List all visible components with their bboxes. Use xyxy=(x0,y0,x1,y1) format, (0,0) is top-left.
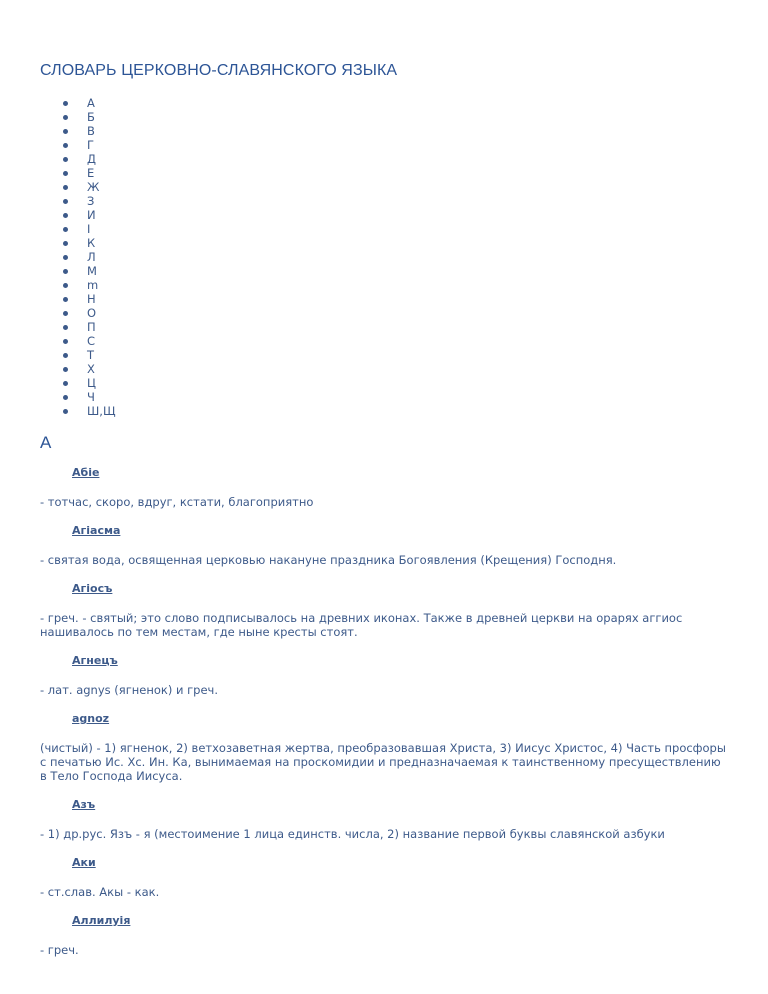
bullet-icon xyxy=(63,283,68,288)
entry xyxy=(40,914,728,957)
bullet-icon xyxy=(63,241,68,246)
bullet-icon xyxy=(63,101,68,106)
bullet-icon xyxy=(63,185,68,190)
bullet-icon xyxy=(63,339,68,344)
alphabet-item-label[interactable]: Л xyxy=(87,250,96,264)
entry xyxy=(40,524,728,567)
alphabet-item[interactable] xyxy=(40,236,728,250)
alphabet-item[interactable] xyxy=(40,138,728,152)
entry-term-link[interactable]: Азъ xyxy=(72,798,96,811)
alphabet-item-label[interactable]: Ш,Щ xyxy=(87,404,116,418)
section-letter: А xyxy=(40,433,52,452)
alphabet-item-label[interactable]: И xyxy=(87,208,96,222)
alphabet-item-label[interactable]: З xyxy=(87,194,95,208)
alphabet-item-label[interactable]: О xyxy=(87,306,97,320)
alphabet-item[interactable] xyxy=(40,390,728,404)
alphabet-item-label[interactable]: Г xyxy=(87,138,95,152)
alphabet-item-label[interactable]: М xyxy=(87,264,97,278)
entry-definition: - ст.слав. Акы - как. xyxy=(40,885,160,899)
alphabet-item[interactable] xyxy=(40,348,728,362)
alphabet-item-label[interactable]: Д xyxy=(87,152,96,166)
entry-definition: - тотчас, скоро, вдруг, кстати, благоприятно xyxy=(40,495,314,509)
entry-term-link[interactable]: Аки xyxy=(72,856,96,869)
alphabet-item-label[interactable]: I xyxy=(87,222,91,236)
alphabet-item-label[interactable]: Ц xyxy=(87,376,96,390)
bullet-icon xyxy=(63,157,68,162)
alphabet-list xyxy=(40,96,728,418)
alphabet-item[interactable] xyxy=(40,250,728,264)
entry-term-link[interactable]: Агнецъ xyxy=(72,654,118,667)
entry xyxy=(40,712,728,783)
entry-term-link[interactable]: Агіасма xyxy=(72,524,121,537)
alphabet-item[interactable] xyxy=(40,96,728,110)
entry xyxy=(40,466,728,509)
alphabet-item-label[interactable]: К xyxy=(87,236,96,250)
alphabet-item[interactable] xyxy=(40,222,728,236)
alphabet-item[interactable] xyxy=(40,194,728,208)
entry-term-link[interactable]: agnoz xyxy=(72,712,110,725)
alphabet-item-label[interactable]: А xyxy=(87,96,95,110)
bullet-icon xyxy=(63,409,68,414)
alphabet-item-label[interactable]: С xyxy=(87,334,96,348)
alphabet-item[interactable] xyxy=(40,124,728,138)
bullet-icon xyxy=(63,143,68,148)
bullet-icon xyxy=(63,353,68,358)
bullet-icon xyxy=(63,213,68,218)
alphabet-item[interactable] xyxy=(40,278,728,292)
alphabet-item-label[interactable]: Н xyxy=(87,292,96,306)
entry-term-link[interactable]: Агіосъ xyxy=(72,582,113,595)
bullet-icon xyxy=(63,199,68,204)
alphabet-item[interactable] xyxy=(40,152,728,166)
alphabet-item[interactable] xyxy=(40,264,728,278)
alphabet-item-label[interactable]: Е xyxy=(87,166,95,180)
alphabet-item[interactable] xyxy=(40,362,728,376)
alphabet-item[interactable] xyxy=(40,110,728,124)
entry xyxy=(40,582,728,639)
alphabet-item-label[interactable]: Т xyxy=(87,348,95,362)
alphabet-item-label[interactable]: Б xyxy=(87,110,95,124)
bullet-icon xyxy=(63,171,68,176)
bullet-icon xyxy=(63,395,68,400)
alphabet-item[interactable] xyxy=(40,292,728,306)
bullet-icon xyxy=(63,381,68,386)
bullet-icon xyxy=(63,115,68,120)
entry xyxy=(40,798,728,841)
alphabet-item[interactable] xyxy=(40,376,728,390)
alphabet-item-label[interactable]: В xyxy=(87,124,95,138)
entry-definition: - святая вода, освященная церковью накануне праздника Богоявления (Крещения) Господня. xyxy=(40,553,617,567)
bullet-icon xyxy=(63,297,68,302)
alphabet-item[interactable] xyxy=(40,166,728,180)
alphabet-item-label[interactable]: П xyxy=(87,320,96,334)
alphabet-item[interactable] xyxy=(40,320,728,334)
alphabet-item-label[interactable]: Х xyxy=(87,362,95,376)
alphabet-item[interactable] xyxy=(40,404,728,418)
entry-definition: - 1) др.рус. Язъ - я (местоимение 1 лица единств. числа, 2) название первой буквы славянской азбуки xyxy=(40,827,665,841)
bullet-icon xyxy=(63,227,68,232)
alphabet-item[interactable] xyxy=(40,306,728,320)
alphabet-item[interactable] xyxy=(40,334,728,348)
alphabet-item-label[interactable]: Ж xyxy=(87,180,100,194)
bullet-icon xyxy=(63,129,68,134)
entry-definition: - лат. agnys (ягненок) и греч. xyxy=(40,683,218,697)
entry-term-link[interactable]: Абіе xyxy=(72,466,100,479)
bullet-icon xyxy=(63,325,68,330)
entry-term-link[interactable]: Аллилуія xyxy=(72,914,131,927)
bullet-icon xyxy=(63,255,68,260)
alphabet-item[interactable] xyxy=(40,208,728,222)
entry xyxy=(40,856,728,899)
alphabet-item-label[interactable]: m xyxy=(87,278,99,292)
alphabet-item-label[interactable]: Ч xyxy=(87,390,95,404)
entry xyxy=(40,654,728,697)
bullet-icon xyxy=(63,269,68,274)
bullet-icon xyxy=(63,311,68,316)
bullet-icon xyxy=(63,367,68,372)
alphabet-item[interactable] xyxy=(40,180,728,194)
entry-definition: - греч. - святый; это слово подписывалось на древних иконах. Также в древней церкви на орарях аггиос нашивалось по тем местам, где ныне кресты стоят. xyxy=(40,611,683,639)
entry-definition: - греч. xyxy=(40,943,79,957)
entry-definition: (чистый) - 1) ягненок, 2) ветхозаветная жертва, преобразовавшая Христа, 3) Иисус Христос, 4) Часть просфоры с печатью Ис. Хс. Ин. Ка, вынимаемая на проскомидии и предназначаемая к таинственному пресуществлению в Тело Господа Иисуса. xyxy=(40,741,726,783)
page-title: СЛОВАРЬ ЦЕРКОВНО-СЛАВЯНСКОГО ЯЗЫКА xyxy=(40,62,398,79)
